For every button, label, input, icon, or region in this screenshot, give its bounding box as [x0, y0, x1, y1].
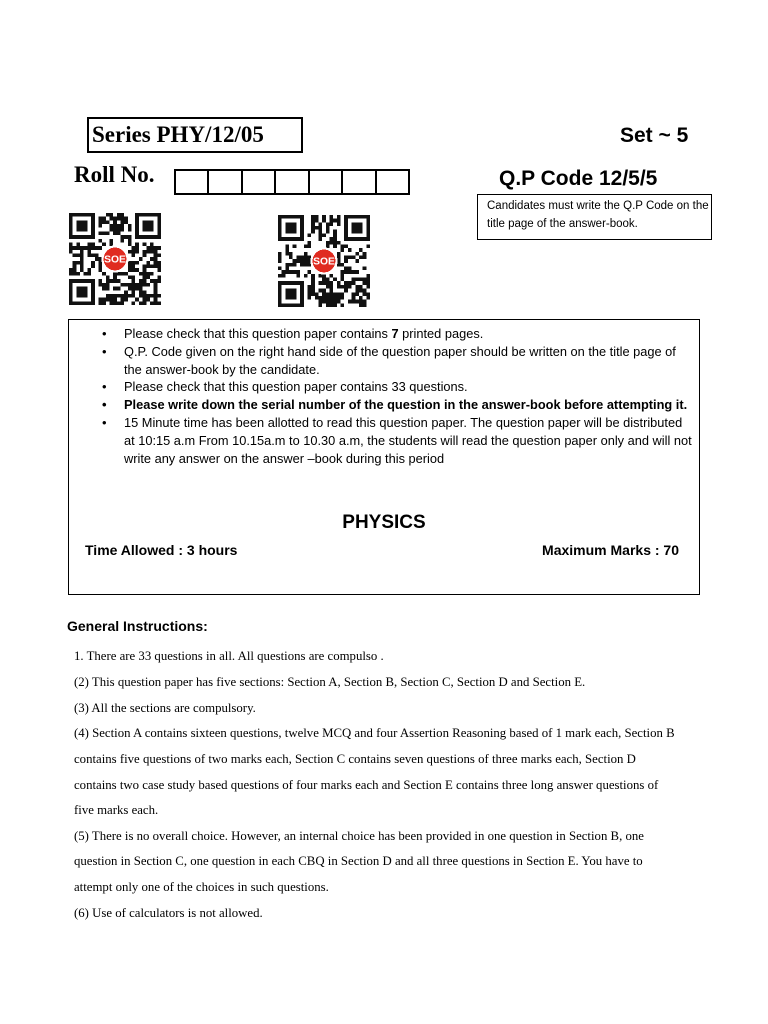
general-instruction-line: contains five questions of two marks each, Section C contains seven questions of three marks each, Section D	[74, 752, 636, 766]
set-label: Set ~ 5	[620, 124, 689, 147]
general-instruction-line: 1. There are 33 questions in all. All questions are compulso .	[74, 649, 384, 663]
roll-number-cell[interactable]	[243, 171, 276, 193]
subject-title: PHYSICS	[342, 512, 426, 533]
general-instruction-line: (4) Section A contains sixteen questions, twelve MCQ and four Assertion Reasoning based of 1 mark each, Section B	[74, 726, 675, 740]
general-instructions-heading: General Instructions:	[67, 618, 208, 634]
general-instruction-line: (3) All the sections are compulsory.	[74, 701, 256, 715]
instruction-item: • 15 Minute time has been allotted to read this question paper. The question paper will be distributed at 10:15 a.m From 10.15a.m to 10.30 a.m, the students will read the question paper only and will not write any answer on the answer –book during this period	[124, 414, 694, 467]
roll-number-boxes[interactable]	[174, 169, 410, 195]
roll-number-cell[interactable]	[176, 171, 209, 193]
roll-number-cell[interactable]	[343, 171, 376, 193]
qr-badge-text: SOE	[104, 254, 126, 266]
roll-number-cell[interactable]	[377, 171, 408, 193]
general-instruction-line: (6) Use of calculators is not allowed.	[74, 906, 263, 920]
instruction-item: • Q.P. Code given on the right hand side of the question paper should be written on the title page of the answer-book by the candidate.	[124, 343, 694, 379]
instructions-list	[124, 325, 694, 467]
general-instruction-line: contains two case study based questions of four marks each and Section E contains three long answer questions of	[74, 778, 659, 792]
general-instruction-line: question in Section C, one question in each CBQ in Section D and all three questions in Section E. You have to	[74, 854, 643, 868]
qr-code-left	[66, 213, 164, 305]
maximum-marks: Maximum Marks : 70	[542, 542, 679, 558]
qr-code-icon	[275, 215, 373, 307]
qr-code-right	[275, 215, 373, 307]
qr-badge-text: SOE	[313, 256, 335, 268]
roll-number-cell[interactable]	[276, 171, 309, 193]
instruction-item: • Please write down the serial number of the question in the answer-book before attempting it.	[124, 396, 694, 414]
roll-number-cell[interactable]	[209, 171, 242, 193]
roll-number-label: Roll No.	[74, 162, 155, 187]
general-instruction-line: (5) There is no overall choice. However, an internal choice has been provided in one question in Section B, one	[74, 829, 644, 843]
general-instruction-line: attempt only one of the choices in such questions.	[74, 880, 329, 894]
series-label: Series PHY/12/05	[87, 117, 303, 153]
time-allowed: Time Allowed : 3 hours	[85, 542, 238, 558]
qp-code: Q.P Code 12/5/5	[499, 167, 658, 190]
instruction-item: • Please check that this question paper contains 7 printed pages.	[124, 325, 694, 343]
general-instruction-line: five marks each.	[74, 803, 159, 817]
candidate-note-box: Candidates must write the Q.P Code on the title page of the answer-book.	[477, 194, 712, 240]
instruction-item: • Please check that this question paper contains 33 questions.	[124, 378, 694, 396]
instructions-box	[68, 319, 700, 595]
general-instruction-line: (2) This question paper has five sections: Section A, Section B, Section C, Section D and Section E.	[74, 675, 586, 689]
roll-number-cell[interactable]	[310, 171, 343, 193]
qr-code-icon	[66, 213, 164, 305]
